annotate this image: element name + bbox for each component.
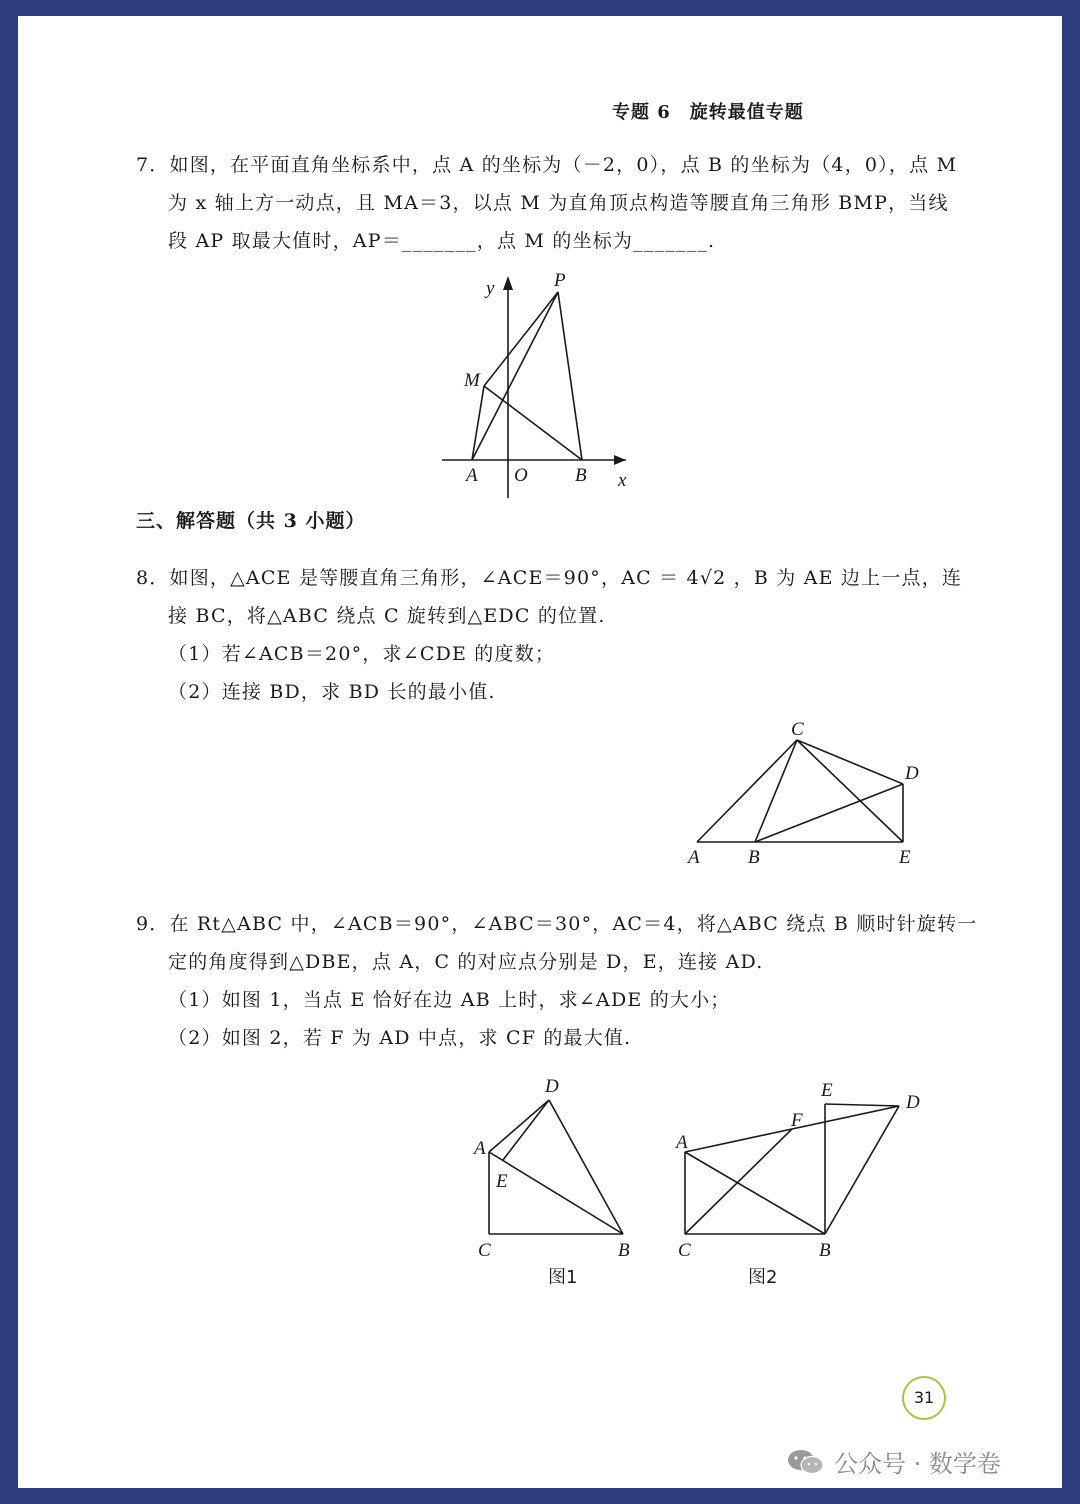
- q8-line-1: 8．如图，△ACE 是等腰直角三角形，∠ACE＝90°，AC ＝ 4√2 ，B 为 AE 边上一点，连: [136, 567, 963, 589]
- wechat-icon: [786, 1449, 826, 1475]
- label-C: C: [791, 719, 804, 740]
- q7-line-1: 7．如图，在平面直角坐标系中，点 A 的坐标为（－2，0），点 B 的坐标为（4，0），点 M: [136, 154, 958, 176]
- label-A: A: [466, 465, 478, 486]
- q9-line-2: 定的角度得到△DBE，点 A，C 的对应点分别是 D，E，连接 AD.: [168, 951, 764, 973]
- label-y: y: [486, 278, 495, 299]
- label-F: F: [791, 1110, 803, 1131]
- q8-line-3: （1）若∠ACB＝20°，求∠CDE 的度数；: [168, 643, 556, 665]
- label-x: x: [618, 470, 627, 491]
- label-A: A: [474, 1138, 486, 1159]
- label-M: M: [464, 370, 480, 391]
- watermark-text: 公众号 · 数学卷: [834, 1450, 1001, 1478]
- q9-line-3: （1）如图 1，当点 E 恰好在边 AB 上时，求∠ADE 的大小；: [168, 989, 731, 1011]
- label-D: D: [906, 1092, 920, 1113]
- q9-line-1: 9．在 Rt△ABC 中，∠ACB＝90°，∠ABC＝30°，AC＝4，将△ABC 绕点 B 顺时针旋转一: [136, 913, 978, 935]
- section-heading: 三、解答题（共 3 小题）: [136, 510, 366, 532]
- q7-figure: [430, 262, 650, 502]
- label-B: B: [748, 847, 760, 868]
- label-E: E: [496, 1171, 508, 1192]
- running-header: 专题 6 旋转最值专题: [612, 102, 804, 123]
- label-B: B: [575, 465, 587, 486]
- label-O: O: [514, 465, 528, 486]
- watermark: [786, 1444, 1001, 1479]
- q8-line-2: 接 BC，将△ABC 绕点 C 旋转到△EDC 的位置.: [168, 605, 606, 627]
- label-E: E: [899, 847, 911, 868]
- label-C: C: [678, 1240, 691, 1261]
- x-axis-arrow: [614, 455, 626, 465]
- q9-figure-2: [666, 1072, 936, 1292]
- q9-figure-1: [466, 1072, 646, 1292]
- page-number: 31: [902, 1376, 946, 1420]
- label-B: B: [819, 1240, 831, 1261]
- q8-figure: [680, 714, 930, 874]
- figure-2-caption: 图2: [748, 1267, 778, 1288]
- label-A: A: [676, 1132, 688, 1153]
- y-axis-arrow: [503, 276, 513, 290]
- label-D: D: [545, 1076, 559, 1097]
- label-C: C: [478, 1240, 491, 1261]
- label-P: P: [554, 270, 566, 291]
- q7-line-3: 段 AP 取最大值时，AP＝_______，点 M 的坐标为_______.: [168, 230, 716, 252]
- q7-line-2: 为 x 轴上方一动点，且 MA＝3，以点 M 为直角顶点构造等腰直角三角形 BMP，当线: [168, 192, 949, 214]
- q8-line-4: （2）连接 BD，求 BD 长的最小值.: [168, 681, 496, 703]
- label-B: B: [618, 1240, 630, 1261]
- label-D: D: [905, 763, 919, 784]
- q9-line-4: （2）如图 2，若 F 为 AD 中点，求 CF 的最大值.: [168, 1027, 632, 1049]
- figure-1-caption: 图1: [548, 1267, 578, 1288]
- label-A: A: [688, 847, 700, 868]
- label-E: E: [821, 1080, 833, 1101]
